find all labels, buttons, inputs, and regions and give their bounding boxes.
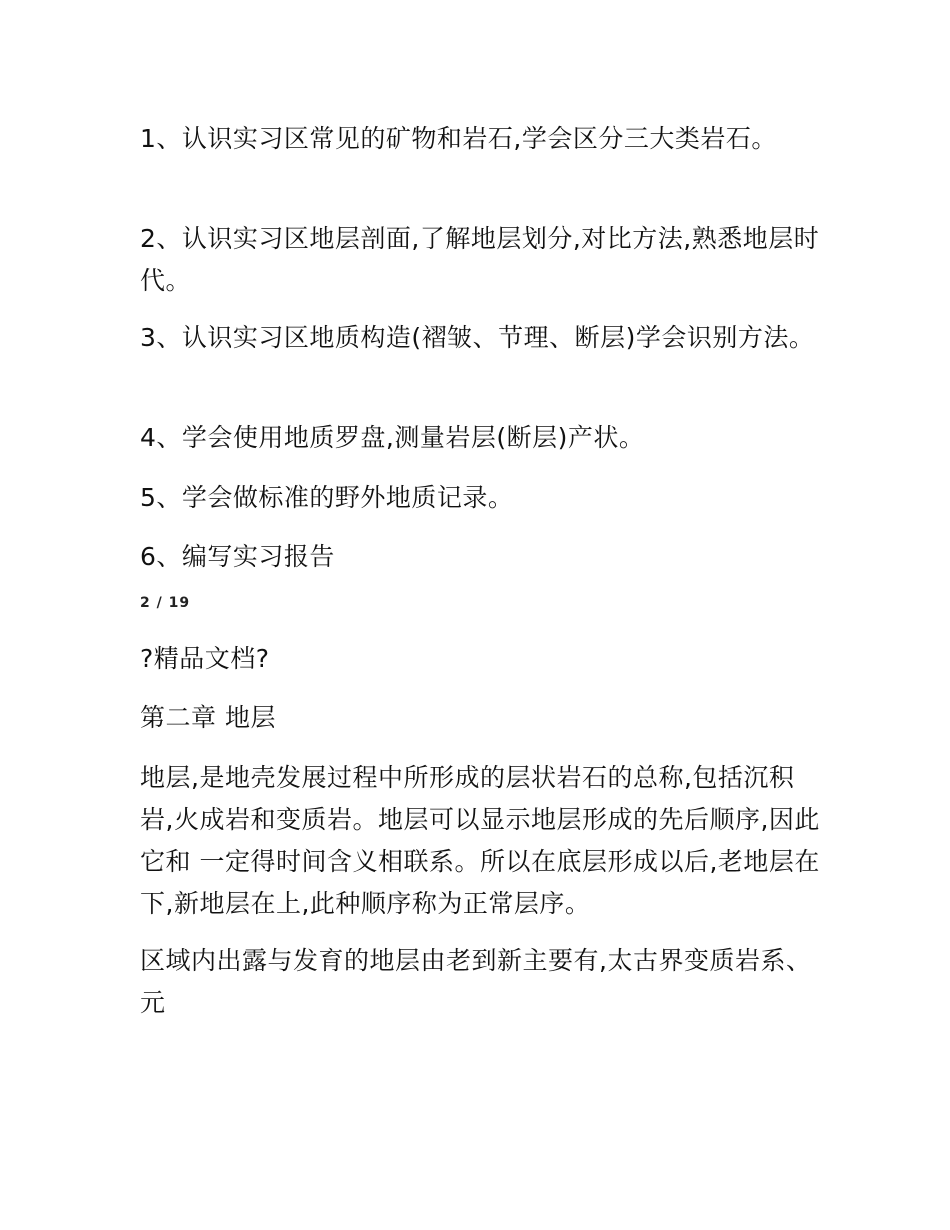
objective-item-3: 3、认识实习区地质构造(褶皱、节理、断层)学会识别方法。 <box>140 323 815 352</box>
document-header-label: ?精品文档? <box>140 644 270 673</box>
objective-item-4: 4、学会使用地质罗盘,测量岩层(断层)产状。 <box>140 423 645 452</box>
objective-item-1: 1、认识实习区常见的矿物和岩石,学会区分三大类岩石。 <box>140 124 777 153</box>
objective-item-6: 6、编写实习报告 <box>140 542 335 571</box>
chapter-title: 第二章 地层 <box>140 703 276 732</box>
body-paragraph-1: 地层,是地壳发展过程中所形成的层状岩石的总称,包括沉积岩,火成岩和变质岩。地层可以显示地层形成的先后顺序,因此它和 一定得时间含义相联系。所以在底层形成以后,老地层在下,新地层在上,此种顺序称为正常层序。 <box>140 763 820 918</box>
objective-item-5: 5、学会做标准的野外地质记录。 <box>140 483 514 512</box>
objective-item-2: 2、认识实习区地层剖面,了解地层划分,对比方法,熟悉地层时代。 <box>140 224 820 295</box>
page-number: 2 / 19 <box>140 595 191 611</box>
body-paragraph-2: 区域内出露与发育的地层由老到新主要有,太古界变质岩系、元 <box>140 946 812 1017</box>
